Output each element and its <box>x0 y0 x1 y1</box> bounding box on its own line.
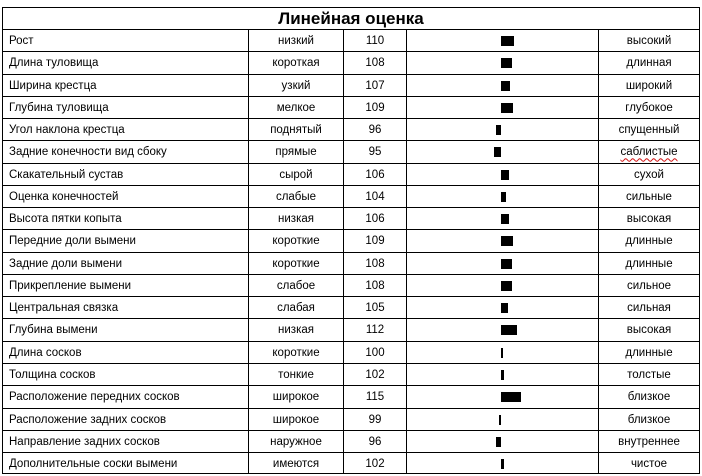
high-descriptor <box>598 185 700 207</box>
trait-name: Ширина крестца <box>2 74 248 96</box>
table-row <box>2 229 700 251</box>
table-row <box>2 140 700 162</box>
trait-value: 110 <box>343 29 406 51</box>
high-descriptor-text: чистое <box>630 458 668 471</box>
bar-cell <box>406 363 598 385</box>
low-descriptor: слабые <box>248 185 343 207</box>
table-row <box>2 430 700 452</box>
high-descriptor-text: глубокое <box>625 101 673 114</box>
trait-value: 108 <box>343 51 406 73</box>
table-row <box>2 185 700 207</box>
bar-cell <box>406 163 598 185</box>
trait-value: 95 <box>343 140 406 162</box>
high-descriptor <box>598 96 700 118</box>
high-descriptor-text: длинные <box>625 235 673 248</box>
bar-cell <box>406 51 598 73</box>
high-descriptor-text: внутреннее <box>618 435 680 448</box>
trait-name: Направление задних сосков <box>2 430 248 452</box>
low-descriptor: широкое <box>248 408 343 430</box>
high-descriptor <box>598 408 700 430</box>
bar-cell <box>406 185 598 207</box>
trait-name: Длина сосков <box>2 341 248 363</box>
low-descriptor: слабое <box>248 274 343 296</box>
trait-value: 107 <box>343 74 406 96</box>
trait-value: 108 <box>343 274 406 296</box>
low-descriptor: узкий <box>248 74 343 96</box>
high-descriptor-text: толстые <box>627 368 671 381</box>
low-descriptor: прямые <box>248 140 343 162</box>
trait-value: 115 <box>343 385 406 407</box>
trait-value: 99 <box>343 408 406 430</box>
trait-bar <box>501 325 517 335</box>
table-row <box>2 51 700 73</box>
low-descriptor: низкая <box>248 318 343 340</box>
bar-cell <box>406 96 598 118</box>
bar-cell <box>406 274 598 296</box>
high-descriptor <box>598 274 700 296</box>
trait-name: Глубина туловища <box>2 96 248 118</box>
low-descriptor: низкий <box>248 29 343 51</box>
high-descriptor-text: высокая <box>626 324 672 337</box>
trait-bar <box>501 348 503 358</box>
high-descriptor <box>598 452 700 474</box>
bar-cell <box>406 408 598 430</box>
high-descriptor-text: сильные <box>626 190 672 203</box>
trait-name: Передние доли вымени <box>2 229 248 251</box>
high-descriptor <box>598 341 700 363</box>
trait-value: 96 <box>343 430 406 452</box>
trait-bar <box>501 103 513 113</box>
table-row <box>2 96 700 118</box>
trait-value: 109 <box>343 96 406 118</box>
trait-name: Рост <box>2 29 248 51</box>
bar-cell <box>406 430 598 452</box>
trait-name: Скакательный сустав <box>2 163 248 185</box>
high-descriptor-text: спущенный <box>618 124 680 137</box>
high-descriptor-text: длинные <box>625 346 673 359</box>
high-descriptor <box>598 252 700 274</box>
high-descriptor <box>598 318 700 340</box>
trait-name: Дополнительные соски вымени <box>2 452 248 474</box>
trait-value: 100 <box>343 341 406 363</box>
trait-name: Высота пятки копыта <box>2 207 248 229</box>
trait-bar <box>499 415 501 425</box>
high-descriptor-text: сухой <box>634 168 664 181</box>
table-row <box>2 318 700 340</box>
bar-cell <box>406 229 598 251</box>
low-descriptor: поднятый <box>248 118 343 140</box>
high-descriptor-text: длинные <box>625 257 673 270</box>
high-descriptor <box>598 385 700 407</box>
trait-bar <box>501 36 514 46</box>
trait-name: Толщина сосков <box>2 363 248 385</box>
low-descriptor: короткие <box>248 252 343 274</box>
trait-name: Расположение задних сосков <box>2 408 248 430</box>
table-row <box>2 408 700 430</box>
bar-cell <box>406 207 598 229</box>
table-title: Линейная оценка <box>2 7 700 30</box>
high-descriptor <box>598 140 700 162</box>
trait-value: 106 <box>343 163 406 185</box>
trait-bar <box>496 125 501 135</box>
trait-value: 106 <box>343 207 406 229</box>
high-descriptor <box>598 74 700 96</box>
bar-cell <box>406 452 598 474</box>
trait-bar <box>501 236 513 246</box>
high-descriptor-text: сильная <box>627 302 671 315</box>
trait-name: Оценка конечностей <box>2 185 248 207</box>
trait-name: Задние доли вымени <box>2 252 248 274</box>
trait-value: 112 <box>343 318 406 340</box>
table-row <box>2 163 700 185</box>
high-descriptor <box>598 363 700 385</box>
trait-bar <box>501 259 512 269</box>
low-descriptor: имеются <box>248 452 343 474</box>
high-descriptor <box>598 207 700 229</box>
high-descriptor-text: высокая <box>626 213 672 226</box>
low-descriptor: короткая <box>248 51 343 73</box>
low-descriptor: тонкие <box>248 363 343 385</box>
table-row <box>2 74 700 96</box>
table-row <box>2 118 700 140</box>
trait-name: Глубина вымени <box>2 318 248 340</box>
trait-bar <box>501 303 508 313</box>
trait-value: 104 <box>343 185 406 207</box>
table-row <box>2 274 700 296</box>
high-descriptor-text: близкое <box>627 413 671 426</box>
trait-bar <box>501 214 509 224</box>
trait-bar <box>501 392 521 402</box>
bar-cell <box>406 118 598 140</box>
table-row <box>2 385 700 407</box>
bar-cell <box>406 385 598 407</box>
trait-name: Угол наклона крестца <box>2 118 248 140</box>
low-descriptor: короткие <box>248 229 343 251</box>
high-descriptor <box>598 29 700 51</box>
trait-bar <box>501 192 506 202</box>
high-descriptor-text: широкий <box>625 79 673 92</box>
trait-bar <box>501 58 512 68</box>
trait-value: 96 <box>343 118 406 140</box>
bar-cell <box>406 296 598 318</box>
high-descriptor <box>598 118 700 140</box>
trait-bar <box>501 281 512 291</box>
high-descriptor-text: высокий <box>626 35 672 47</box>
low-descriptor: слабая <box>248 296 343 318</box>
trait-value: 108 <box>343 252 406 274</box>
low-descriptor: мелкое <box>248 96 343 118</box>
trait-name: Центральная связка <box>2 296 248 318</box>
trait-value: 102 <box>343 452 406 474</box>
table-row <box>2 452 700 474</box>
trait-name: Прикрепление вымени <box>2 274 248 296</box>
high-descriptor-text: сильное <box>626 279 672 292</box>
low-descriptor: сырой <box>248 163 343 185</box>
table-row <box>2 29 700 51</box>
bar-cell <box>406 29 598 51</box>
high-descriptor <box>598 163 700 185</box>
bar-cell <box>406 318 598 340</box>
trait-bar <box>501 459 504 469</box>
trait-bar <box>501 81 510 91</box>
bar-cell <box>406 74 598 96</box>
linear-evaluation-table <box>2 7 700 475</box>
low-descriptor: короткие <box>248 341 343 363</box>
high-descriptor-text: близкое <box>627 391 671 404</box>
trait-bar <box>496 437 501 447</box>
trait-bar <box>501 370 504 380</box>
trait-value: 102 <box>343 363 406 385</box>
high-descriptor <box>598 51 700 73</box>
low-descriptor: наружное <box>248 430 343 452</box>
trait-name: Задние конечности вид сбоку <box>2 140 248 162</box>
table-row <box>2 341 700 363</box>
table-rows <box>2 29 700 474</box>
table-row <box>2 252 700 274</box>
table-row <box>2 207 700 229</box>
high-descriptor-text: длинная <box>626 57 672 70</box>
trait-value: 105 <box>343 296 406 318</box>
trait-bar <box>501 170 509 180</box>
trait-bar <box>494 147 501 157</box>
bar-cell <box>406 140 598 162</box>
trait-value: 109 <box>343 229 406 251</box>
table-row <box>2 296 700 318</box>
trait-name: Длина туловища <box>2 51 248 73</box>
bar-cell <box>406 341 598 363</box>
trait-name: Расположение передних сосков <box>2 385 248 407</box>
low-descriptor: широкое <box>248 385 343 407</box>
high-descriptor <box>598 229 700 251</box>
high-descriptor <box>598 296 700 318</box>
table-row <box>2 363 700 385</box>
high-descriptor <box>598 430 700 452</box>
high-descriptor-text: саблистые <box>620 146 678 159</box>
bar-cell <box>406 252 598 274</box>
low-descriptor: низкая <box>248 207 343 229</box>
